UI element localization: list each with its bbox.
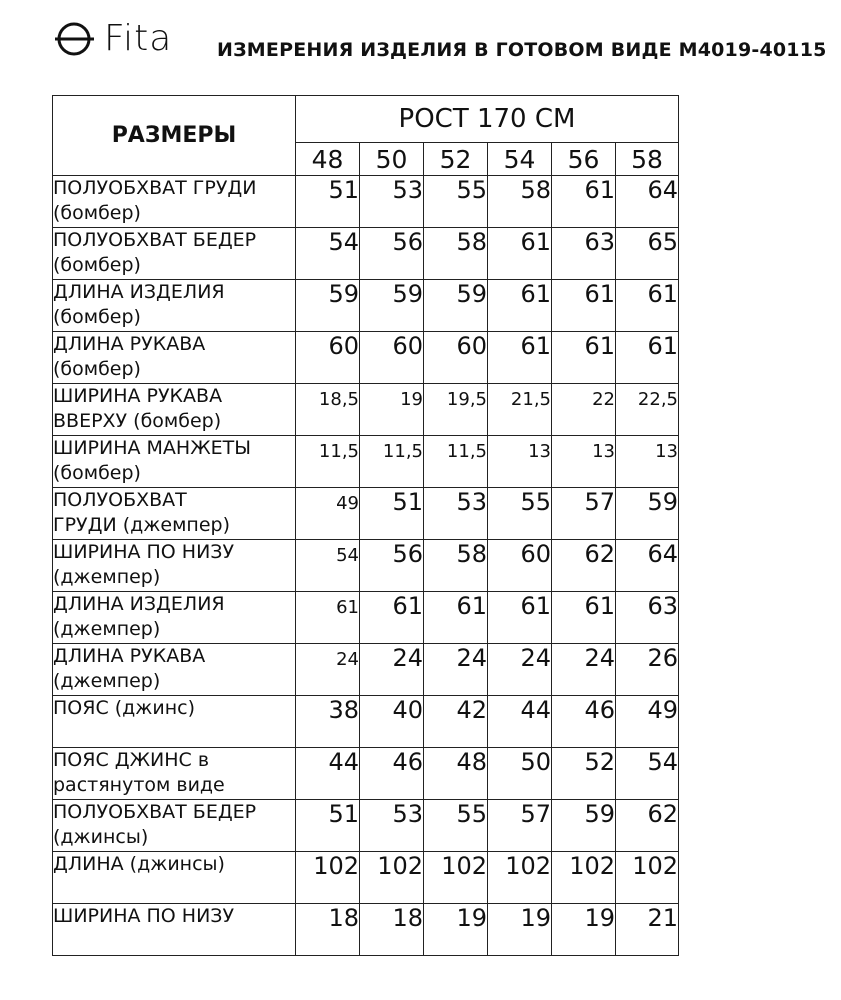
measurement-cell: 19 [424,904,488,956]
measurement-cell: 44 [296,748,360,800]
row-label-line-1: ПОЛУОБХВАТ [53,489,187,511]
size-column-header: 56 [552,143,616,176]
measurement-cell: 51 [360,488,424,540]
measurement-cell: 40 [360,696,424,748]
row-label-line-1: ШИРИНА ПО НИЗУ [53,541,235,563]
measurement-cell: 19 [360,384,424,436]
measurement-cell: 102 [616,852,679,904]
measurements-body [53,176,679,956]
row-label-line-1: ПОЛУОБХВАТ БЕДЕР [53,801,257,823]
row-label-line-2: (джемпер) [53,566,161,588]
measurement-cell: 61 [488,592,552,644]
measurement-cell: 63 [616,592,679,644]
row-label-line-1: ШИРИНА РУКАВА [53,385,223,407]
row-label [53,800,296,852]
measurement-cell: 58 [424,540,488,592]
measurement-cell: 56 [360,540,424,592]
measurement-cell: 102 [296,852,360,904]
measurement-cell: 13 [552,436,616,488]
table-row [53,332,679,384]
measurement-cell: 18,5 [296,384,360,436]
brand-name: Fita [104,18,173,59]
measurement-cell: 19 [552,904,616,956]
measurement-cell: 63 [552,228,616,280]
measurement-cell: 61 [552,332,616,384]
row-label [53,644,296,696]
measurement-cell: 61 [552,176,616,228]
measurement-cell: 19 [488,904,552,956]
measurement-cell: 18 [296,904,360,956]
measurement-cell: 102 [424,852,488,904]
row-label [53,280,296,332]
row-label-line-1: ПОЯС (джинс) [53,697,196,719]
row-label [53,488,296,540]
measurement-cell: 21 [616,904,679,956]
measurement-cell: 51 [296,176,360,228]
page-title: ИЗМЕРЕНИЯ ИЗДЕЛИЯ В ГОТОВОМ ВИДЕ М4019-40115 [217,39,827,61]
row-label [53,228,296,280]
row-label [53,696,296,748]
size-column-header: 58 [616,143,679,176]
table-row [53,228,679,280]
sizes-header: РАЗМЕРЫ [53,96,296,176]
measurement-cell: 102 [488,852,552,904]
table-row [53,540,679,592]
measurement-cell: 54 [296,540,360,592]
row-label [53,904,296,956]
measurement-cell: 54 [296,228,360,280]
size-column-header: 50 [360,143,424,176]
measurement-cell: 42 [424,696,488,748]
measurement-cell: 49 [296,488,360,540]
row-label-line-2: (бомбер) [53,202,141,224]
measurement-cell: 11,5 [360,436,424,488]
measurement-cell: 13 [616,436,679,488]
measurement-cell: 64 [616,176,679,228]
row-label-line-1: ДЛИНА РУКАВА [53,645,206,667]
measurement-cell: 60 [424,332,488,384]
row-label [53,332,296,384]
measurement-cell: 50 [488,748,552,800]
row-label [53,748,296,800]
row-label-line-1: ШИРИНА МАНЖЕТЫ [53,437,252,459]
row-label [53,176,296,228]
row-label-line-2: (джемпер) [53,670,161,692]
table-row [53,592,679,644]
measurement-cell: 49 [616,696,679,748]
row-label-line-1: ПОЛУОБХВАТ ГРУДИ [53,177,257,199]
measurement-cell: 24 [488,644,552,696]
row-label-line-2: ГРУДИ (джемпер) [53,514,230,536]
measurement-cell: 61 [616,280,679,332]
measurement-cell: 61 [424,592,488,644]
row-label-line-1: ШИРИНА ПО НИЗУ [53,905,235,927]
measurement-cell: 55 [488,488,552,540]
row-label-line-2: растянутом виде [53,774,225,796]
measurement-cell: 59 [296,280,360,332]
table-row [53,904,679,956]
measurement-cell: 11,5 [296,436,360,488]
measurement-cell: 22 [552,384,616,436]
measurement-cell: 58 [424,228,488,280]
measurement-cell: 62 [552,540,616,592]
measurement-cell: 54 [616,748,679,800]
measurement-cell: 59 [616,488,679,540]
measurement-cell: 59 [360,280,424,332]
table-row [53,748,679,800]
table-row [53,176,679,228]
measurement-cell: 26 [616,644,679,696]
size-column-header: 48 [296,143,360,176]
measurement-cell: 24 [424,644,488,696]
measurement-cell: 53 [360,800,424,852]
table-row [53,800,679,852]
measurement-cell: 24 [552,644,616,696]
measurement-cell: 58 [488,176,552,228]
measurement-cell: 60 [296,332,360,384]
table-row [53,644,679,696]
table-row [53,436,679,488]
row-label [53,540,296,592]
measurement-cell: 59 [552,800,616,852]
measurement-cell: 53 [360,176,424,228]
measurement-cell: 61 [488,280,552,332]
measurement-cell: 51 [296,800,360,852]
row-label-line-1: ДЛИНА РУКАВА [53,333,206,355]
size-column-header: 54 [488,143,552,176]
measurement-cell: 57 [488,800,552,852]
row-label-line-2: (бомбер) [53,254,141,276]
table-row [53,488,679,540]
measurement-cell: 61 [488,228,552,280]
table-row [53,384,679,436]
height-header: РОСТ 170 СМ [296,96,679,143]
table-row [53,696,679,748]
measurement-cell: 61 [552,592,616,644]
measurement-cell: 55 [424,800,488,852]
row-label-line-1: ПОЯС ДЖИНС в [53,749,210,771]
measurement-cell: 22,5 [616,384,679,436]
measurement-cell: 46 [552,696,616,748]
row-label-line-1: ПОЛУОБХВАТ БЕДЕР [53,229,257,251]
measurement-cell: 102 [360,852,424,904]
measurement-cell: 53 [424,488,488,540]
measurement-cell: 57 [552,488,616,540]
measurement-cell: 24 [360,644,424,696]
row-label-line-2: (бомбер) [53,462,141,484]
fita-logo-icon [52,19,98,59]
measurement-cell: 102 [552,852,616,904]
measurement-cell: 64 [616,540,679,592]
row-label-line-1: ДЛИНА (джинсы) [53,853,225,875]
row-label-line-2: (бомбер) [53,306,141,328]
row-label [53,592,296,644]
measurement-cell: 61 [488,332,552,384]
measurement-cell: 55 [424,176,488,228]
measurement-cell: 24 [296,644,360,696]
row-label [53,384,296,436]
row-label-line-2: ВВЕРХУ (бомбер) [53,410,222,432]
measurement-cell: 44 [488,696,552,748]
measurement-cell: 65 [616,228,679,280]
measurement-cell: 21,5 [488,384,552,436]
measurement-cell: 62 [616,800,679,852]
measurement-cell: 48 [424,748,488,800]
measurement-cell: 18 [360,904,424,956]
size-table [52,95,679,956]
measurement-cell: 38 [296,696,360,748]
measurement-cell: 61 [296,592,360,644]
row-label-line-2: (джемпер) [53,618,161,640]
measurement-cell: 19,5 [424,384,488,436]
measurement-cell: 61 [360,592,424,644]
measurement-cell: 61 [552,280,616,332]
measurement-cell: 60 [488,540,552,592]
size-column-header: 52 [424,143,488,176]
measurement-cell: 52 [552,748,616,800]
row-label [53,436,296,488]
row-label-line-2: (бомбер) [53,358,141,380]
table-row [53,280,679,332]
measurement-cell: 13 [488,436,552,488]
measurement-cell: 59 [424,280,488,332]
measurement-cell: 61 [616,332,679,384]
row-label-line-1: ДЛИНА ИЗДЕЛИЯ [53,281,225,303]
measurement-cell: 56 [360,228,424,280]
row-label [53,852,296,904]
row-label-line-2: (джинсы) [53,826,149,848]
row-label-line-1: ДЛИНА ИЗДЕЛИЯ [53,593,225,615]
brand-logo [52,14,172,64]
table-row [53,852,679,904]
measurement-cell: 46 [360,748,424,800]
measurement-cell: 60 [360,332,424,384]
measurement-cell: 11,5 [424,436,488,488]
